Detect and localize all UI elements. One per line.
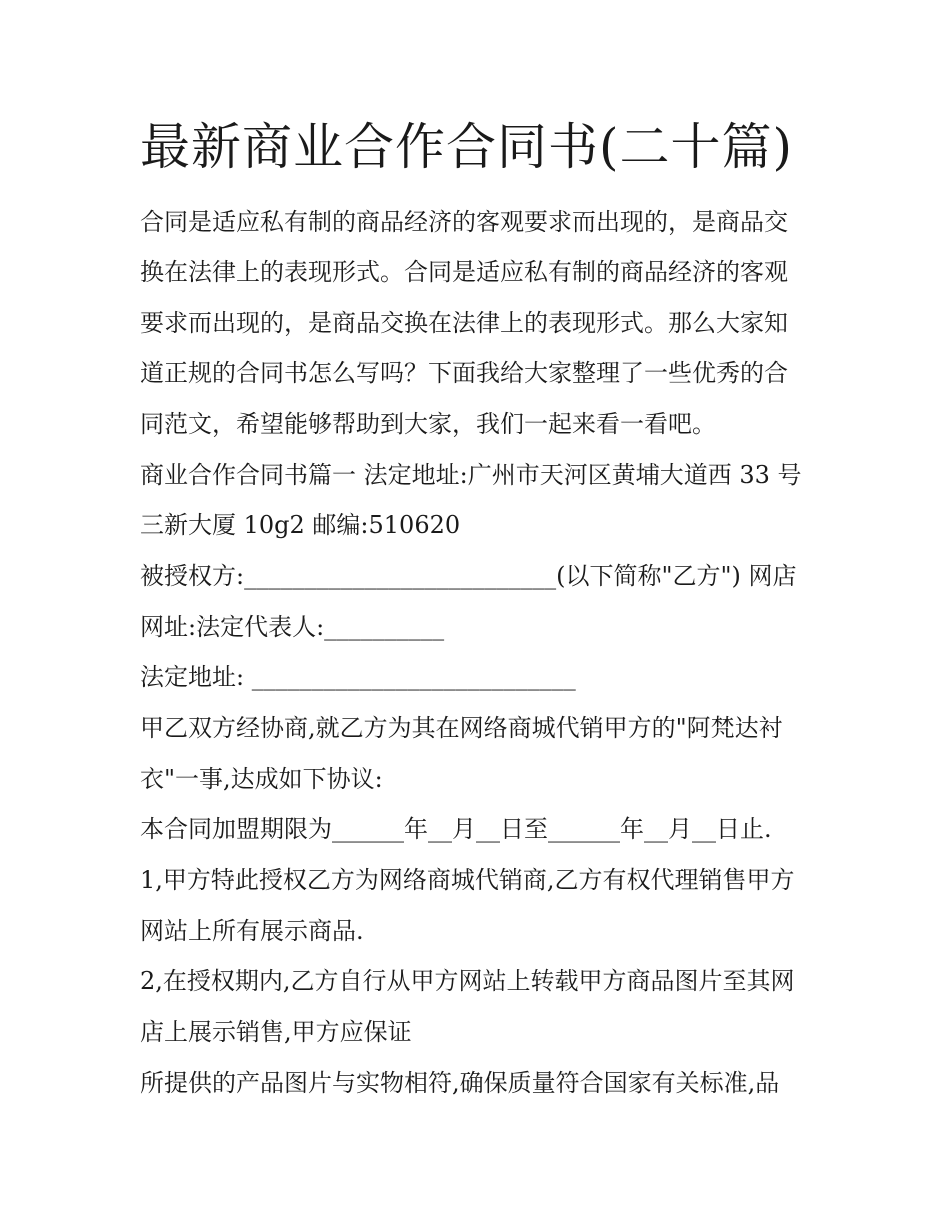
body-line: 店上展示销售,甲方应保证	[140, 1018, 412, 1046]
body-line: 网址:法定代表人:__________	[140, 613, 445, 641]
body-line: 2,在授权期内,乙方自行从甲方网站上转载甲方商品图片至其网	[140, 967, 795, 995]
body-line: 换在法律上的表现形式。合同是适应私有制的商品经济的客观	[140, 258, 788, 286]
body-line: 本合同加盟期限为______年__月__日至______年__月__日止.	[140, 815, 772, 843]
body-line: 道正规的合同书怎么写吗？下面我给大家整理了一些优秀的合	[140, 359, 788, 387]
body-line: 三新大厦 10g2 邮编:510620	[140, 511, 461, 539]
body-line: 合同是适应私有制的商品经济的客观要求而出现的，是商品交	[140, 208, 788, 236]
body-line: 1,甲方特此授权乙方为网络商城代销商,乙方有权代理销售甲方	[140, 866, 795, 894]
body-line: 衣"一事,达成如下协议:	[140, 765, 383, 793]
page-title: 最新商业合作合同书(二十篇)	[140, 118, 794, 176]
body-line: 甲乙双方经协商,就乙方为其在网络商城代销甲方的"阿梵达衬	[140, 714, 783, 742]
body-line: 法定地址: ___________________________	[140, 663, 576, 691]
body-line: 被授权方:__________________________(以下简称"乙方") 网店	[140, 562, 797, 590]
body-line: 网站上所有展示商品.	[140, 917, 364, 945]
body-line: 要求而出现的，是商品交换在法律上的表现形式。那么大家知	[140, 309, 788, 337]
body-line: 商业合作合同书篇一 法定地址:广州市天河区黄埔大道西 33 号	[140, 461, 802, 489]
body-line: 所提供的产品图片与实物相符,确保质量符合国家有关标准,品	[140, 1069, 780, 1097]
body-line: 同范文，希望能够帮助到大家，我们一起来看一看吧。	[140, 410, 716, 438]
